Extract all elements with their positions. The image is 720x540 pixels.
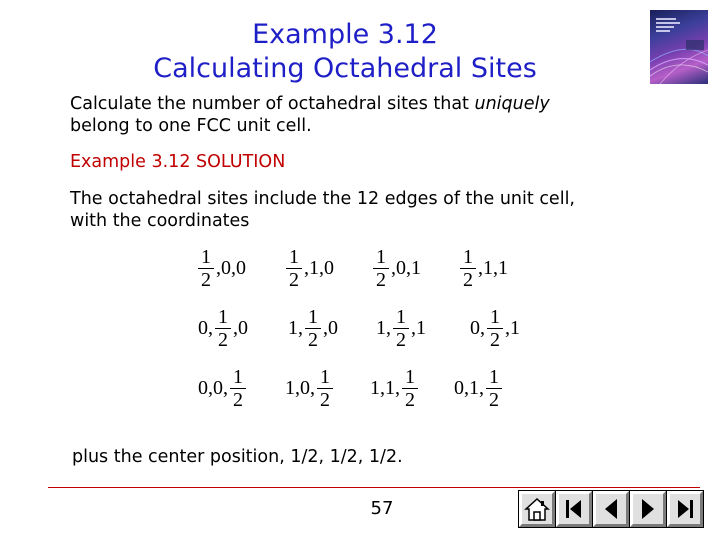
fraction: [317, 366, 333, 411]
fraction-denominator: 2: [396, 328, 406, 351]
previous-page-icon: [598, 496, 624, 522]
first-page-button[interactable]: [556, 491, 592, 527]
fraction-numerator: 1: [405, 365, 415, 388]
coordinate-prefix: 1,: [376, 316, 391, 339]
coordinate-suffix: ,0,0: [216, 256, 246, 279]
last-page-icon: [672, 496, 698, 522]
coordinate-prefix: 0,: [198, 316, 213, 339]
fraction-numerator: 1: [489, 365, 499, 388]
coordinate-matrix: [196, 242, 556, 417]
coordinate-entry: [196, 242, 246, 294]
explanation-line-2: with the coordinates: [70, 211, 250, 231]
fraction-numerator: 1: [490, 305, 500, 328]
coordinate-suffix: ,1: [505, 316, 520, 339]
fraction-denominator: 2: [233, 388, 243, 411]
fraction: [286, 246, 302, 291]
home-icon: [524, 496, 550, 522]
fraction: [215, 306, 231, 351]
explanation-line-1: The octahedral sites include the 12 edges of the unit cell,: [70, 189, 575, 209]
first-page-icon: [561, 496, 587, 522]
fraction-denominator: 2: [489, 388, 499, 411]
coordinate-entry: [284, 242, 334, 294]
slide-title: [100, 18, 590, 86]
coordinate-suffix: ,1: [411, 316, 426, 339]
coordinate-entry: [470, 302, 520, 354]
fraction: [373, 246, 389, 291]
coordinate-entry: [285, 362, 335, 414]
coordinate-entry: [198, 302, 248, 354]
fraction-numerator: 1: [218, 305, 228, 328]
coordinate-prefix: 1,0,: [285, 376, 315, 399]
fraction-denominator: 2: [405, 388, 415, 411]
fraction-numerator: 1: [233, 365, 243, 388]
home-button[interactable]: [519, 491, 555, 527]
fraction-denominator: 2: [463, 268, 473, 291]
fraction-numerator: 1: [201, 245, 211, 268]
explanation-text: [70, 188, 680, 232]
fraction: [486, 366, 502, 411]
fraction: [487, 306, 503, 351]
solution-heading: Example 3.12 SOLUTION: [70, 152, 286, 172]
next-page-button[interactable]: [630, 491, 666, 527]
coordinate-entry: [198, 362, 248, 414]
coordinate-prefix: 0,: [470, 316, 485, 339]
fraction-numerator: 1: [289, 245, 299, 268]
problem-emphasis: uniquely: [474, 94, 550, 114]
fraction-denominator: 2: [490, 328, 500, 351]
fraction-denominator: 2: [201, 268, 211, 291]
coordinate-prefix: 0,1,: [454, 376, 484, 399]
coordinate-prefix: 0,0,: [198, 376, 228, 399]
fraction-denominator: 2: [308, 328, 318, 351]
coordinate-suffix: ,0: [323, 316, 338, 339]
fraction-numerator: 1: [376, 245, 386, 268]
fraction-denominator: 2: [289, 268, 299, 291]
fraction-numerator: 1: [320, 365, 330, 388]
fraction-numerator: 1: [396, 305, 406, 328]
fraction-denominator: 2: [376, 268, 386, 291]
fraction-denominator: 2: [218, 328, 228, 351]
problem-statement: [70, 93, 670, 137]
coordinate-entry: [376, 302, 426, 354]
coordinate-prefix: 1,1,: [370, 376, 400, 399]
fraction-numerator: 1: [308, 305, 318, 328]
title-line-2: Calculating Octahedral Sites: [153, 53, 537, 84]
conclusion-text: plus the center position, 1/2, 1/2, 1/2.: [72, 447, 403, 467]
previous-page-button[interactable]: [593, 491, 629, 527]
fraction: [393, 306, 409, 351]
textbook-cover-icon: [650, 10, 708, 84]
fraction: [305, 306, 321, 351]
fraction: [198, 246, 214, 291]
coordinate-suffix: ,0: [233, 316, 248, 339]
fraction-numerator: 1: [463, 245, 473, 268]
fraction: [230, 366, 246, 411]
coordinate-entry: [370, 362, 420, 414]
fraction-denominator: 2: [320, 388, 330, 411]
fraction: [402, 366, 418, 411]
coordinate-entry: [288, 302, 338, 354]
page-number: 57: [370, 498, 394, 519]
coordinate-suffix: ,1,0: [304, 256, 334, 279]
problem-line-2: belong to one FCC unit cell.: [70, 116, 312, 136]
coordinate-entry: [454, 362, 504, 414]
coordinate-suffix: ,1,1: [478, 256, 508, 279]
problem-line-1: Calculate the number of octahedral sites that: [70, 94, 475, 114]
slide-navigation: [519, 491, 704, 527]
coordinate-entry: [371, 242, 421, 294]
footer-divider: [48, 487, 700, 488]
coordinate-prefix: 1,: [288, 316, 303, 339]
last-page-button[interactable]: [667, 491, 703, 527]
coordinate-entry: [458, 242, 508, 294]
next-page-icon: [635, 496, 661, 522]
title-line-1: Example 3.12: [252, 19, 438, 50]
coordinate-suffix: ,0,1: [391, 256, 421, 279]
fraction: [460, 246, 476, 291]
